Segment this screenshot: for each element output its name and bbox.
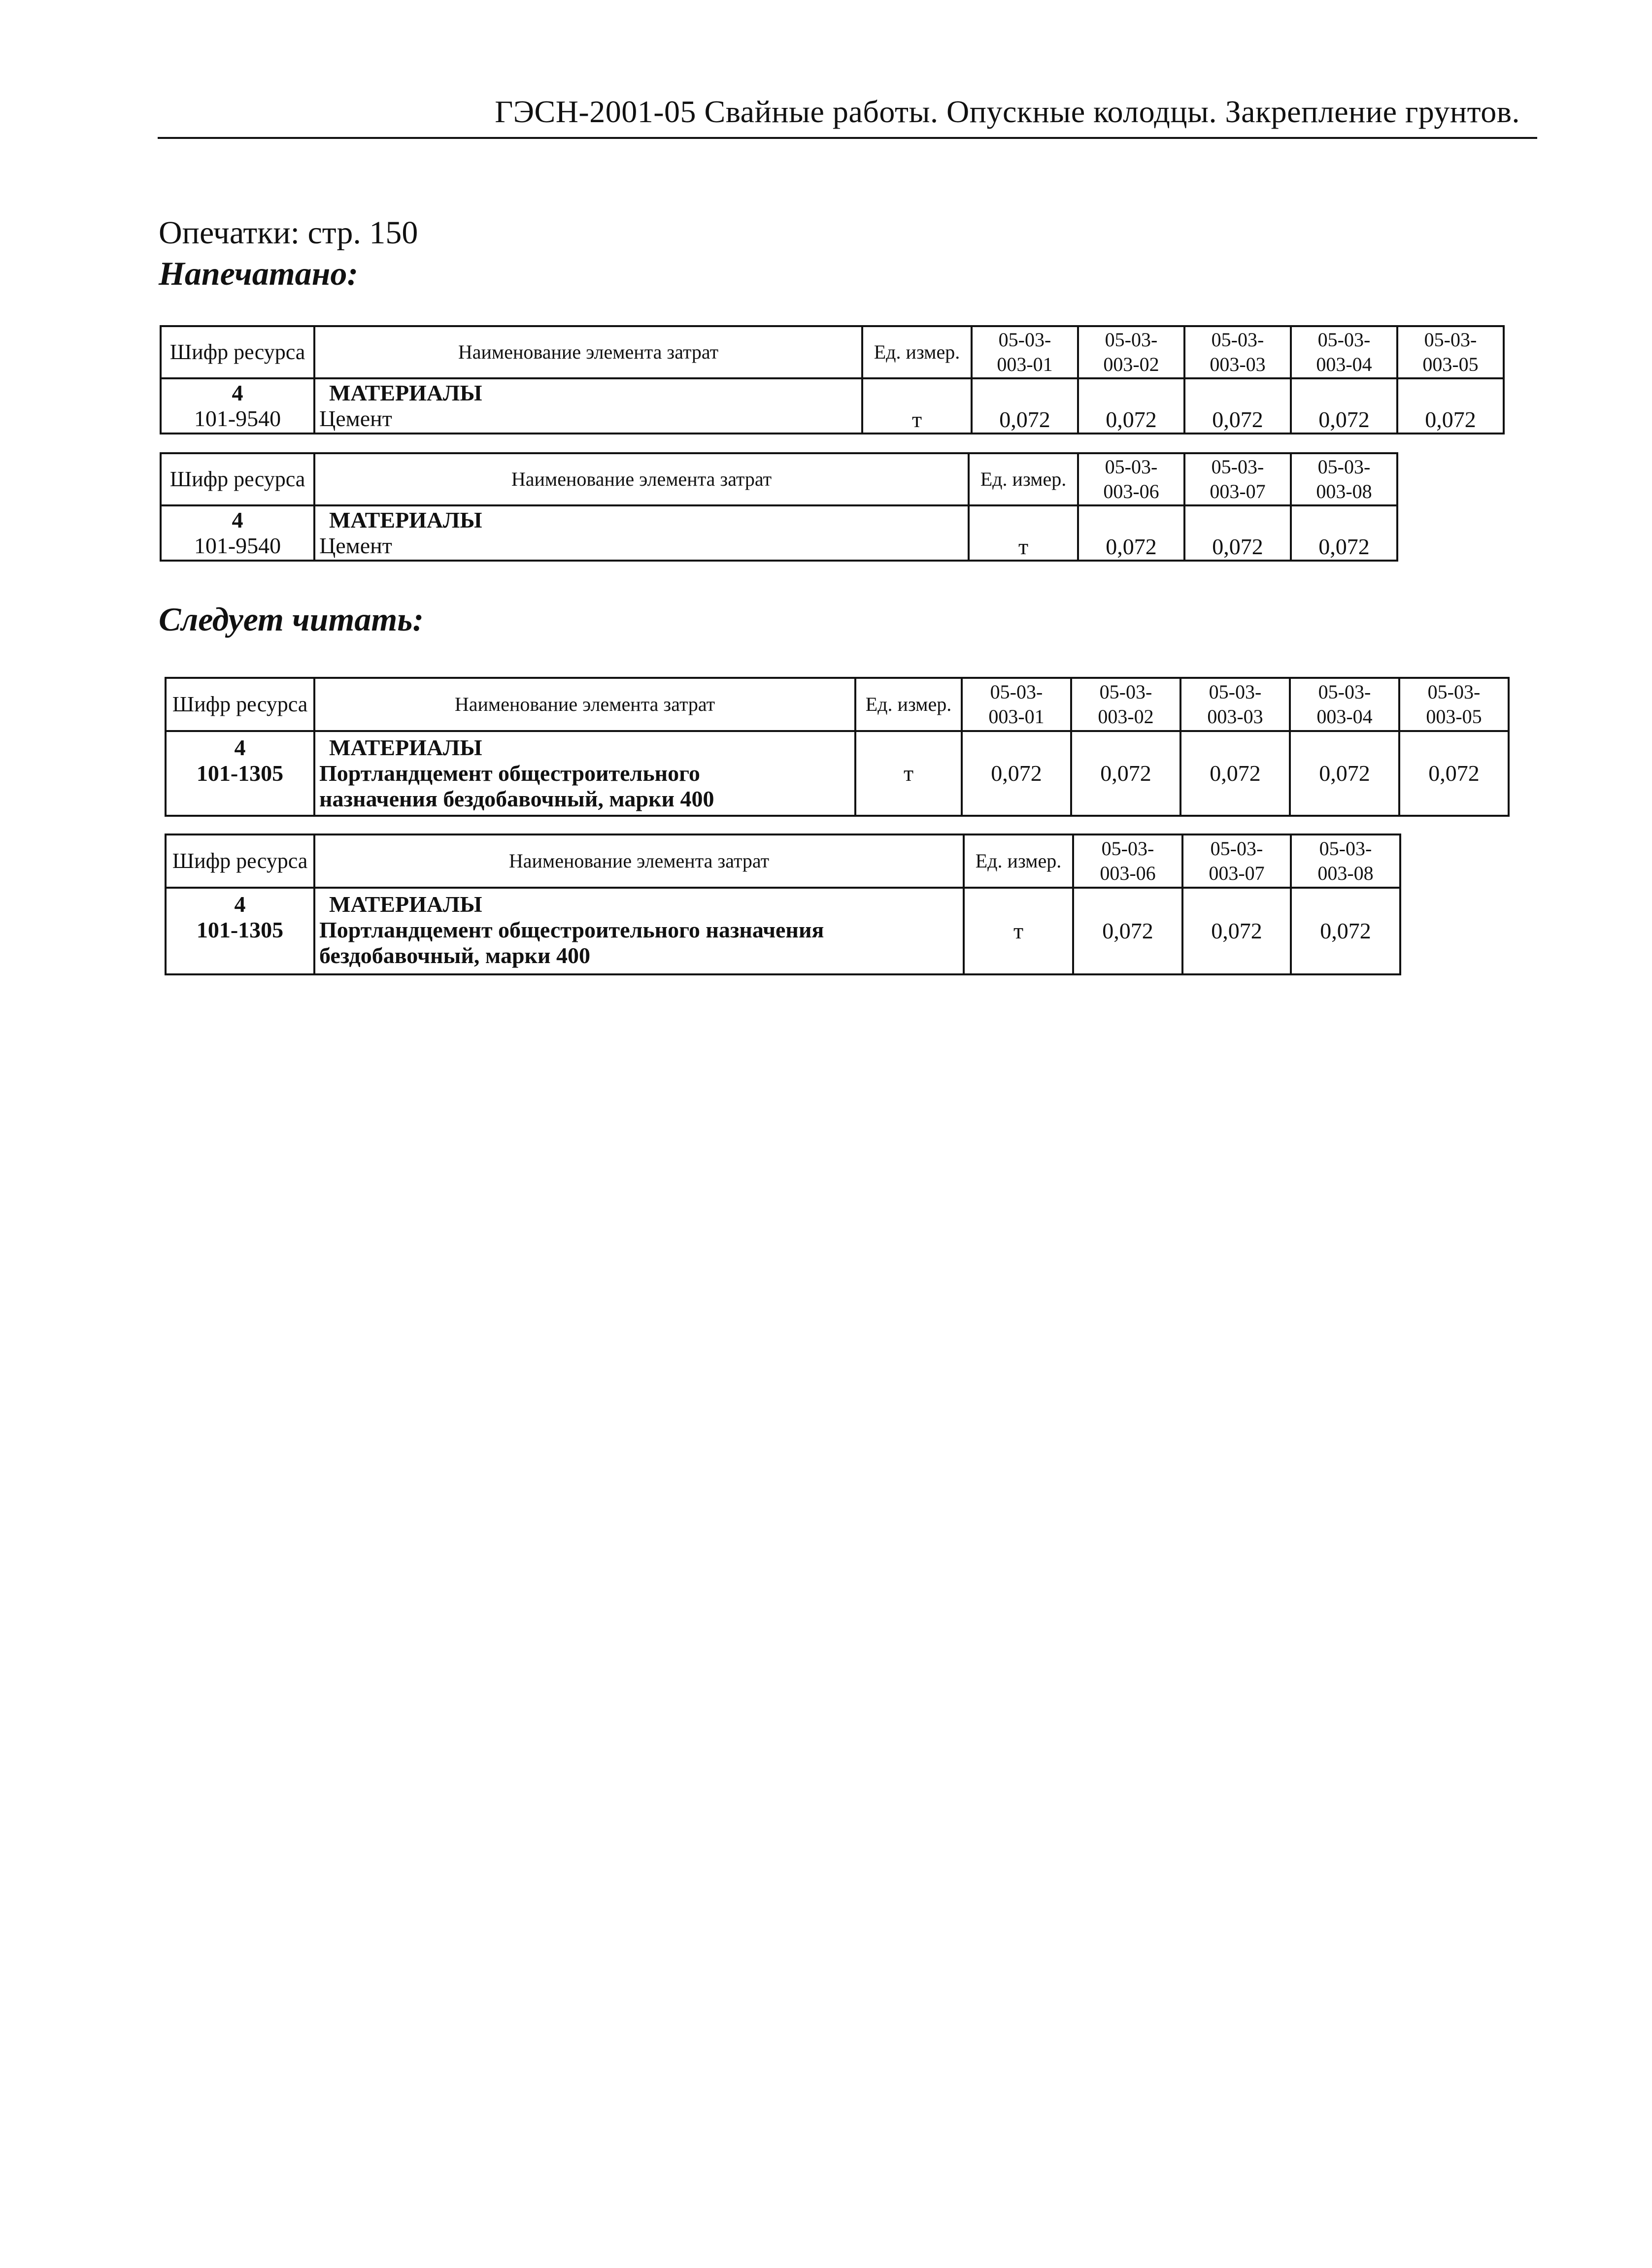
correct-table-2 — [165, 834, 1401, 975]
resource-name-cell: МАТЕРИАЛЫ Портландцемент общестроительного назначения бездобавочный, марки 400 — [314, 731, 855, 816]
correct-caption: Следует читать: — [159, 600, 424, 638]
resource-code-cell: 4 101-1305 — [166, 888, 314, 974]
header-unit: Ед. измер. — [969, 453, 1078, 505]
errata-note: Опечатки: стр. 150 — [159, 215, 418, 251]
table-header-row — [166, 834, 1400, 888]
printed-table-2 — [160, 452, 1398, 562]
header-code: Шифр ресурса — [161, 453, 314, 505]
value-cell: 0,072 — [1184, 378, 1291, 434]
header-col-code: 05-03- 003-02 — [1078, 326, 1184, 378]
unit-cell: т — [969, 505, 1078, 561]
header-col-code: 05-03- 003-04 — [1290, 678, 1399, 731]
header-col-code: 05-03- 003-02 — [1071, 678, 1180, 731]
table-row — [166, 888, 1400, 974]
resource-code-cell: 4 101-9540 — [161, 505, 314, 561]
printed-table-1 — [160, 325, 1505, 434]
table-header-row — [161, 326, 1504, 378]
header-name: Наименование элемента затрат — [314, 834, 964, 888]
unit-cell: т — [862, 378, 972, 434]
header-col-code: 05-03- 003-01 — [962, 678, 1071, 731]
unit-cell: т — [855, 731, 962, 816]
header-col-code: 05-03- 003-03 — [1180, 678, 1290, 731]
value-cell: 0,072 — [1290, 731, 1399, 816]
header-code: Шифр ресурса — [166, 678, 314, 731]
header-col-code: 05-03- 003-04 — [1291, 326, 1397, 378]
header-name: Наименование элемента затрат — [314, 326, 862, 378]
value-cell: 0,072 — [1071, 731, 1180, 816]
value-cell: 0,072 — [1291, 888, 1400, 974]
header-code: Шифр ресурса — [161, 326, 314, 378]
header-rule — [158, 137, 1537, 139]
printed-caption: Напечатано: — [159, 255, 358, 292]
header-col-code: 05-03- 003-05 — [1397, 326, 1504, 378]
table-row — [161, 505, 1397, 561]
header-col-code: 05-03- 003-08 — [1291, 453, 1397, 505]
resource-code-cell: 4 101-1305 — [166, 731, 314, 816]
value-cell: 0,072 — [1182, 888, 1291, 974]
header-name: Наименование элемента затрат — [314, 453, 969, 505]
unit-cell: т — [964, 888, 1073, 974]
resource-code-cell: 4 101-9540 — [161, 378, 314, 434]
header-col-code: 05-03- 003-07 — [1184, 453, 1291, 505]
value-cell: 0,072 — [1184, 505, 1291, 561]
value-cell: 0,072 — [1397, 378, 1504, 434]
header-col-code: 05-03- 003-03 — [1184, 326, 1291, 378]
header-col-code: 05-03- 003-01 — [972, 326, 1078, 378]
value-cell: 0,072 — [962, 731, 1071, 816]
table-row — [166, 731, 1509, 816]
value-cell: 0,072 — [1291, 505, 1397, 561]
resource-name-cell: МАТЕРИАЛЫ Цемент — [314, 505, 969, 561]
value-cell: 0,072 — [1078, 378, 1184, 434]
resource-name-cell: МАТЕРИАЛЫ Цемент — [314, 378, 862, 434]
header-col-code: 05-03- 003-07 — [1182, 834, 1291, 888]
header-col-code: 05-03- 003-08 — [1291, 834, 1400, 888]
document-header-title: ГЭСН-2001-05 Свайные работы. Опускные колодцы. Закрепление грунтов. — [495, 94, 1520, 129]
value-cell: 0,072 — [1291, 378, 1397, 434]
value-cell: 0,072 — [1399, 731, 1509, 816]
header-col-code: 05-03- 003-06 — [1073, 834, 1182, 888]
header-col-code: 05-03- 003-05 — [1399, 678, 1509, 731]
resource-name-cell: МАТЕРИАЛЫ Портландцемент общестроительного назначения бездобавочный, марки 400 — [314, 888, 964, 974]
header-unit: Ед. измер. — [862, 326, 972, 378]
correct-table-1 — [165, 677, 1510, 817]
header-name: Наименование элемента затрат — [314, 678, 855, 731]
value-cell: 0,072 — [1078, 505, 1184, 561]
table-header-row — [166, 678, 1509, 731]
header-col-code: 05-03- 003-06 — [1078, 453, 1184, 505]
value-cell: 0,072 — [972, 378, 1078, 434]
header-unit: Ед. измер. — [964, 834, 1073, 888]
header-unit: Ед. измер. — [855, 678, 962, 731]
value-cell: 0,072 — [1180, 731, 1290, 816]
header-code: Шифр ресурса — [166, 834, 314, 888]
table-header-row — [161, 453, 1397, 505]
table-row — [161, 378, 1504, 434]
value-cell: 0,072 — [1073, 888, 1182, 974]
